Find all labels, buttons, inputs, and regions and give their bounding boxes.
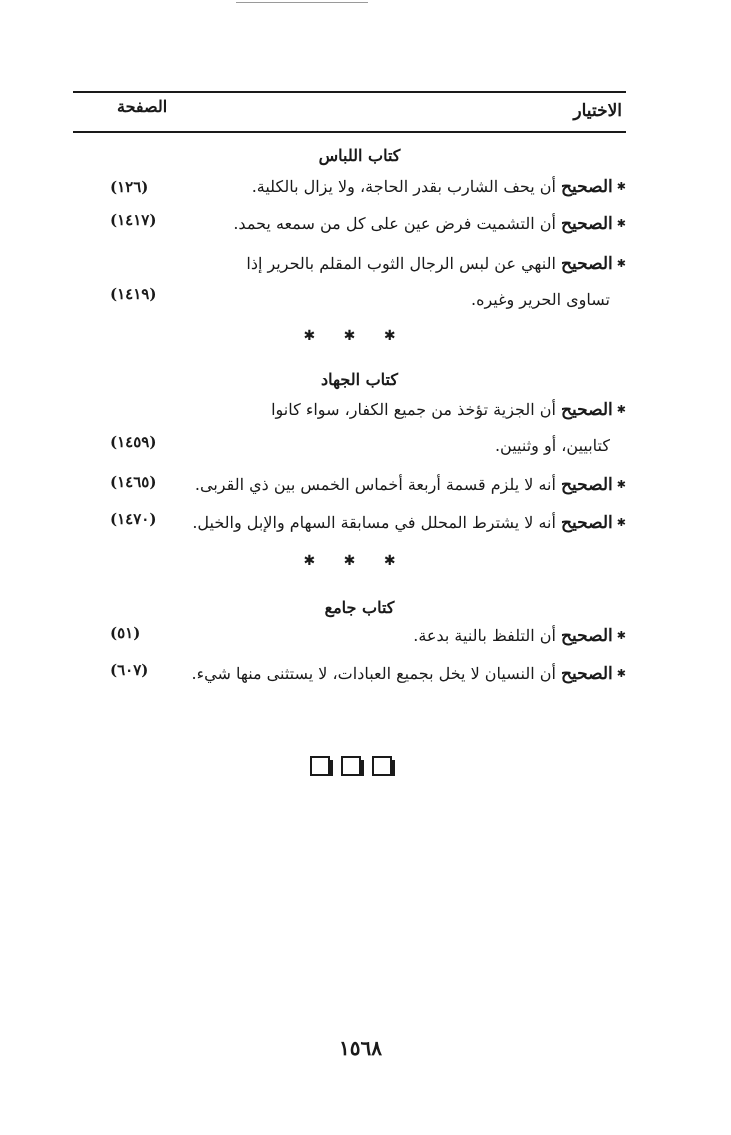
bullet-icon: ✱ bbox=[616, 629, 626, 642]
page-number: ١٥٦٨ bbox=[339, 1036, 382, 1060]
square-ornament-icon bbox=[372, 756, 392, 776]
entry-lead: الصحيح bbox=[561, 513, 613, 533]
list-item bbox=[192, 513, 626, 533]
bullet-icon: ✱ bbox=[616, 180, 626, 193]
end-of-chapter-mark bbox=[310, 756, 392, 778]
section-title-jihad: كتاب الجهاد bbox=[321, 370, 398, 389]
entry-lead: الصحيح bbox=[561, 177, 613, 197]
entry-text: أنه لا يلزم قسمة أربعة أخماس الخمس بين ذي القربى. bbox=[194, 475, 556, 494]
list-item bbox=[206, 214, 626, 234]
list-item-continuation bbox=[206, 436, 626, 455]
bullet-icon: ✱ bbox=[616, 667, 626, 680]
section-title-clothing: كتاب اللباس bbox=[318, 146, 401, 165]
entry-lead: الصحيح bbox=[561, 214, 613, 234]
list-item bbox=[206, 626, 626, 646]
entry-lead: الصحيح bbox=[561, 626, 613, 646]
entry-page-ref: (٦٠٧) bbox=[110, 661, 149, 679]
section-separator: ✱ ✱ ✱ bbox=[303, 328, 408, 344]
square-ornament-icon bbox=[310, 756, 330, 776]
section-separator: ✱ ✱ ✱ bbox=[303, 553, 408, 569]
entry-lead: الصحيح bbox=[561, 475, 613, 495]
entry-text: أنه لا يشترط المحلل في مسابقة السهام والإبل والخيل. bbox=[192, 513, 556, 532]
entry-lead: الصحيح bbox=[561, 400, 613, 420]
entry-page-ref: (٥١) bbox=[110, 624, 141, 642]
list-item-continuation bbox=[206, 290, 626, 309]
header-title-column: الاختيار bbox=[573, 101, 622, 121]
list-item bbox=[191, 664, 626, 684]
entry-text: أن التشميت فرض عين على كل من سمعه يحمد. bbox=[233, 214, 556, 233]
list-item bbox=[206, 254, 626, 274]
header-page-column: الصفحة bbox=[117, 97, 168, 116]
entry-continuation: كتابيين، أو وثنيين. bbox=[494, 436, 610, 455]
entry-text: النهي عن لبس الرجال الثوب المقلم بالحرير إذا bbox=[246, 254, 556, 273]
entry-page-ref: (١٤٧٠) bbox=[110, 510, 157, 528]
entry-lead: الصحيح bbox=[561, 254, 613, 274]
bullet-icon: ✱ bbox=[616, 403, 626, 416]
entry-text: أن يحف الشارب بقدر الحاجة، ولا يزال بالكلية. bbox=[251, 177, 556, 196]
entry-page-ref: (١٤١٩) bbox=[110, 285, 157, 303]
top-rule-mark bbox=[236, 2, 368, 3]
entry-page-ref: (١٤٥٩) bbox=[110, 433, 157, 451]
bullet-icon: ✱ bbox=[616, 217, 626, 230]
entry-page-ref: (١٤٦٥) bbox=[110, 473, 157, 491]
square-ornament-icon bbox=[341, 756, 361, 776]
entry-continuation: تساوى الحرير وغيره. bbox=[471, 290, 610, 309]
bullet-icon: ✱ bbox=[616, 478, 626, 491]
list-item bbox=[206, 177, 626, 197]
entry-page-ref: (١٤١٧) bbox=[110, 211, 157, 229]
entry-text: أن الجزية تؤخذ من جميع الكفار، سواء كانوا bbox=[271, 400, 556, 419]
entry-lead: الصحيح bbox=[561, 664, 613, 684]
bullet-icon: ✱ bbox=[616, 257, 626, 270]
entry-page-ref: (١٢٦) bbox=[110, 178, 149, 196]
section-title-general: كتاب جامع bbox=[324, 598, 395, 617]
entry-text: أن التلفظ بالنية بدعة. bbox=[413, 626, 556, 645]
entry-text: أن النسيان لا يخل بجميع العبادات، لا يستثنى منها شيء. bbox=[191, 664, 556, 683]
bullet-icon: ✱ bbox=[616, 516, 626, 529]
table-header bbox=[73, 91, 626, 133]
list-item bbox=[206, 400, 626, 420]
list-item bbox=[194, 475, 626, 495]
